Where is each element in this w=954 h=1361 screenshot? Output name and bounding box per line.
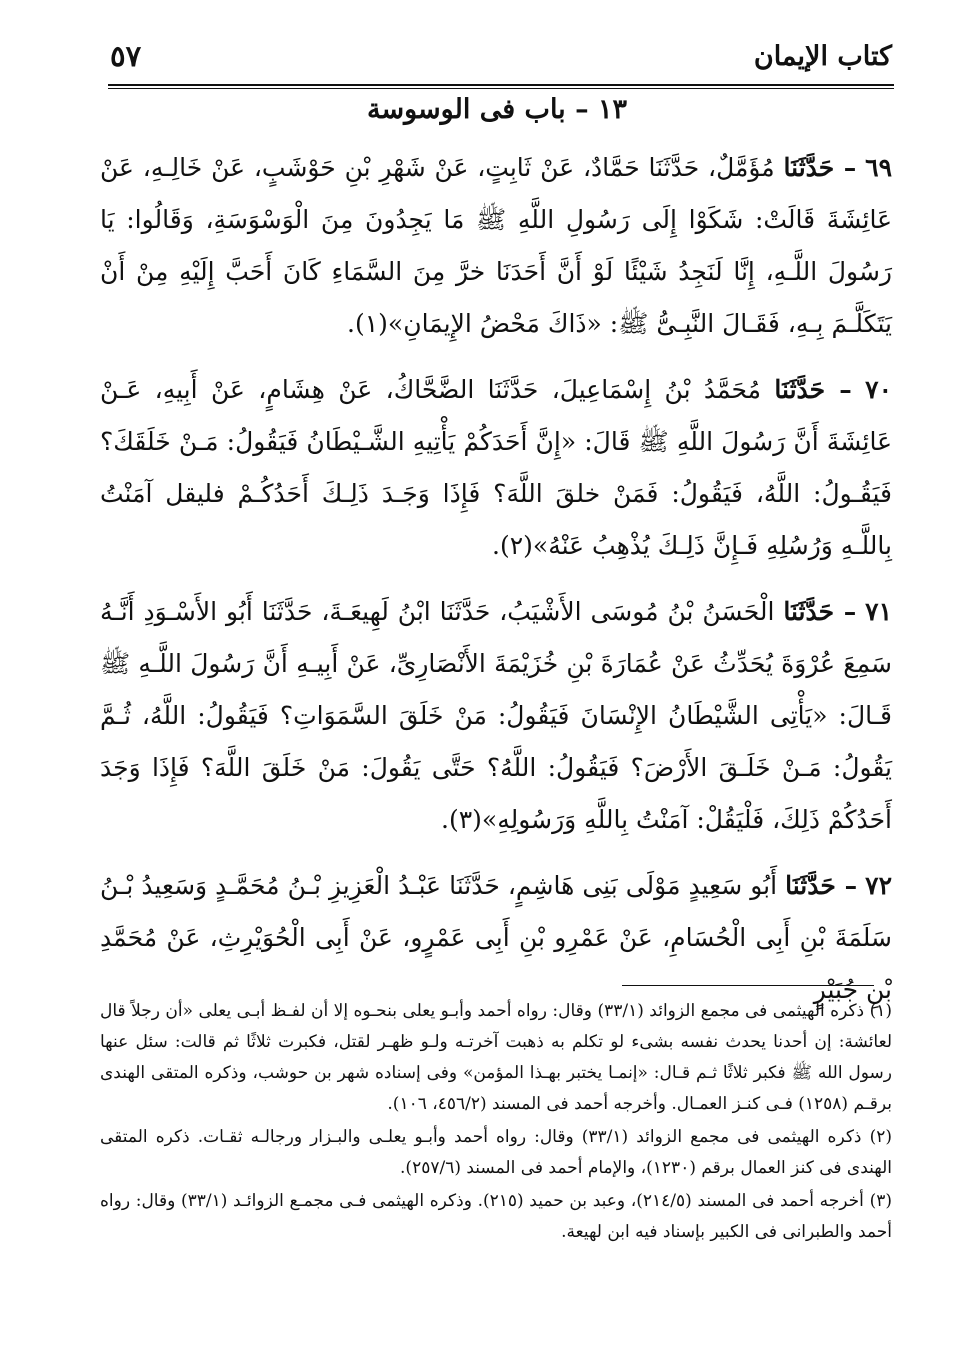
footnote-text: ذكره الهيثمى فى مجمع الزوائد (٣٣/١) وقال: رواه أحمد وأبـو يعلى بنحـوه إلا أن لفـظ أبـى يعلى «أن رجلاً قال لعائشة: إن أحدنا يحدث نفسه بشىء لو تكلم به ذهبت آخرتـه ولـو ظهـر لقتل، فكبرت ثلاثًا ثم قالت: سئل عنها رسول الله ﷺ فكبر ثلاثًا ثـم قـال: «إنمـا يختبر بهـذا المؤمن» وفى إسناده شهر بن حوشب، وذكره المتقى الهندى برقـم (١٢٥٨) فـى كنـز العمـال. وأخرجه أحمد فى المسند (٤٥٦/٢، ١٠٦). [100,1001,892,1114]
hadith-text: الْحَسَنُ بْنُ مُوسَى الأَشْيَبُ، حَدَّثَنَا ابْنُ لَهِيعَـةَ، حَدَّثَنَا أَبُو الأَسْـوَدِ أَنَّـهُ سَمِعَ عُرْوَةَ يُحَدِّثُ عَنْ عُمَارَةَ بْنِ خُزَيْمَةَ الأَنْصَارِىِّ، عَنْ أَبِيـهِ أَنَّ رَسُولَ اللَّـهِ ﷺ قَـالَ: «يَأْتِى الشَّيْطَانُ الإِنْسَانَ فَيَقُولُ: مَنْ خَلَقَ السَّمَوَاتِ؟ فَيَقُولُ: اللَّهُ، ثُـمَّ يَقُولُ: مَـنْ خَلَـقَ الأَرْضَ؟ فَيَقُولُ: اللَّهُ؟ حَتَّى يَقُولَ: مَنْ خَلَقَ اللَّهَ؟ فَإِذَا وَجَدَ أَحَدُكُمْ ذَلِكَ، فَلْيَقُلْ: آمَنْتُ بِاللَّهِ وَرَسُولِهِ»(٣). [100,597,892,834]
hadith-69: ٦٩ – حَدَّثَنَا مُؤَمَّلٌ، حَدَّثَنَا حَمَّادٌ، عَنْ ثَابِتٍ، عَنْ شَهْرِ بْنِ حَوْشَبٍ، عَنْ خَالِـهِ، عَنْ عَائِشَةَ قَالَتْ: شَكَوْا إِلَى رَسُولِ اللَّهِ ﷺ مَا يَجِدُونَ مِنَ الْوَسْوَسَةِ، وَقَالُوا: يَا رَسُولَ اللَّـهِ، إِنَّا لَنَجِدُ شَيْئًا لَوْ أَنَّ أَحَدَنَا خرَّ مِنَ السَّمَاءِ كَانَ أَحَبَّ إِلَيْهِ مِنْ أَنْ يَتَكَلَّـمَ بِـهِ، فَقَـالَ النَّبِـىُّ ﷺ: «ذَاكَ مَحْضُ الإِيمَانِ»(١). [100,153,892,338]
main-text [100,142,892,1030]
footnote-number: (٣) [869,1191,892,1211]
hadith-text: مُحَمَّدُ بْنُ إِسْمَاعِيلَ، حَدَّثَنَا الضَّحَّاكُ، عَنْ هِشَامٍ، عَنْ أَبِيهِ، عَـنْ عَائِشَةَ أَنَّ رَسُولَ اللَّهِ ﷺ قَالَ: «إِنَّ أَحَدَكُمْ يَأْتِيهِ الشَّـيْطَانُ فَيَقُولُ: مَـنْ خَلَقَكَ؟ فَيَقُـولُ: اللَّهُ، فَيَقُولُ: فَمَنْ خلقَ اللَّهَ؟ فَإِذَا وَجَـدَ ذَلِـكَ أَحَدُكُـمْ فليقل آمَنْتُ بِاللَّـهِ وَرُسُلِهِ فَـإِنَّ ذَلِـكَ يُذْهِبُ عَنْهُ»(٢). [100,375,892,560]
page-header [110,34,892,78]
footnote-text: أخرجه أحمد فى المسند (٢١٤/٥)، وعبد بن حميد (٢١٥). وذكره الهيثمى فـى مجمـع الزوائـد (٣٣/١) وقال: رواه أحمد والطبرانى فى الكبير بإسناد فيه ابن لهيعة. [100,1191,892,1242]
hadith-number: ٧١ [865,597,892,626]
footnote-text: ذكره الهيثمى فى مجمع الزوائد (٣٣/١) وقال: رواه أحمد وأبـو يعلـى والبـزار ورجالـه ثقـات. ذكره المتقى الهندى فى كنز العمال برقم (١٢٣٠)، والإمام أحمد فى المسند (٢٥٧/٦). [100,1127,892,1178]
hadith-text: مُؤَمَّلٌ، حَدَّثَنَا حَمَّادٌ، عَنْ ثَابِتٍ، عَنْ شَهْرِ بْنِ حَوْشَبٍ، عَنْ خَالِـهِ، عَنْ عَائِشَةَ قَالَتْ: شَكَوْا إِلَى رَسُولِ اللَّهِ ﷺ مَا يَجِدُونَ مِنَ الْوَسْوَسَةِ، وَقَالُوا: يَا رَسُولَ اللَّـهِ، إِنَّا لَنَجِدُ شَيْئًا لَوْ أَنَّ أَحَدَنَا خرَّ مِنَ السَّمَاءِ كَانَ أَحَبَّ إِلَيْهِ مِنْ أَنْ يَتَكَلَّـمَ بِـهِ، فَقَـالَ النَّبِـىُّ ﷺ: «ذَاكَ مَحْضُ الإِيمَانِ»(١). [100,153,892,338]
hadith-lead: حَدَّثَنَا [783,153,835,182]
footnotes [100,996,892,1250]
hadith-number: ٧٢ [865,871,892,900]
hadith-number: ٧٠ [865,375,892,404]
footnote-2 [100,1122,892,1184]
footnote-number: (١) [869,1001,893,1021]
footnote-number: (٢) [869,1127,892,1147]
footnote-3 [100,1186,892,1248]
hadith-lead: حَدَّثَنَا [783,597,835,626]
book-title: كتاب الإيمان [753,40,892,72]
footnote-1 [100,996,892,1120]
hadith-70: ٧٠ – حَدَّثَنَا مُحَمَّدُ بْنُ إِسْمَاعِيلَ، حَدَّثَنَا الضَّحَّاكُ، عَنْ هِشَامٍ، عَنْ أَبِيهِ، عَـنْ عَائِشَةَ أَنَّ رَسُولَ اللَّهِ ﷺ قَالَ: «إِنَّ أَحَدَكُمْ يَأْتِيهِ الشَّـيْطَانُ فَيَقُولُ: مَـنْ خَلَقَكَ؟ فَيَقُـولُ: اللَّهُ، فَيَقُولُ: فَمَنْ خلقَ اللَّهَ؟ فَإِذَا وَجَـدَ ذَلِـكَ أَحَدُكُـمْ فليقل آمَنْتُ بِاللَّـهِ وَرُسُلِهِ فَـإِنَّ ذَلِـكَ يُذْهِبُ عَنْهُ»(٢). [100,375,892,560]
hadith-number: ٦٩ [865,153,892,182]
chapter-title: ١٣ – باب فى الوسوسة [366,94,628,125]
hadith-71: ٧١ – حَدَّثَنَا الْحَسَنُ بْنُ مُوسَى الأَشْيَبُ، حَدَّثَنَا ابْنُ لَهِيعَـةَ، حَدَّثَنَا أَبُو الأَسْـوَدِ أَنَّـهُ سَمِعَ عُرْوَةَ يُحَدِّثُ عَنْ عُمَارَةَ بْنِ خُزَيْمَةَ الأَنْصَارِىِّ، عَنْ أَبِيـهِ أَنَّ رَسُولَ اللَّـهِ ﷺ قَـالَ: «يَأْتِى الشَّيْطَانُ الإِنْسَانَ فَيَقُولُ: مَنْ خَلَقَ السَّمَوَاتِ؟ فَيَقُولُ: اللَّهُ، ثُـمَّ يَقُولُ: مَـنْ خَلَـقَ الأَرْضَ؟ فَيَقُولُ: اللَّهُ؟ حَتَّى يَقُولَ: مَنْ خَلَقَ اللَّهَ؟ فَإِذَا وَجَدَ أَحَدُكُمْ ذَلِكَ، فَلْيَقُلْ: آمَنْتُ بِاللَّهِ وَرَسُولِهِ»(٣). [100,597,892,834]
footnote-separator [622,985,874,986]
hadith-text: أَبُو سَعِيدٍ مَوْلَى بَنِى هَاشِمٍ، حَدَّثَنَا عَبْـدُ الْعَزِيزِ بْـنُ مُحَمَّـدٍ وَسَعِيدُ بْـنُ سَلَمَةَ بْنِ أَبِى الْحُسَامِ، عَنْ عَمْرِو بْنِ أَبِى عَمْرٍو، عَنْ أَبِى الْحُوَيْرِثِ، عَنْ مُحَمَّدِ بْنِ جُبَيْرٍ [100,871,893,1004]
page-number: ٥٧ [110,39,142,73]
hadith-lead: حَدَّثَنَا [774,375,826,404]
header-rule [108,84,894,86]
hadith-lead: حَدَّثَنَا [785,871,836,900]
header-rule-thin [108,88,894,89]
hadith-72: ٧٢ – حَدَّثَنَا أَبُو سَعِيدٍ مَوْلَى بَنِى هَاشِمٍ، حَدَّثَنَا عَبْـدُ الْعَزِيزِ بْـنُ مُحَمَّـدٍ وَسَعِيدُ بْـنُ سَلَمَةَ بْنِ أَبِى الْحُسَامِ، عَنْ عَمْرِو بْنِ أَبِى عَمْرٍو، عَنْ أَبِى الْحُوَيْرِثِ، عَنْ مُحَمَّدِ بْنِ جُبَيْرٍ [100,871,893,1004]
